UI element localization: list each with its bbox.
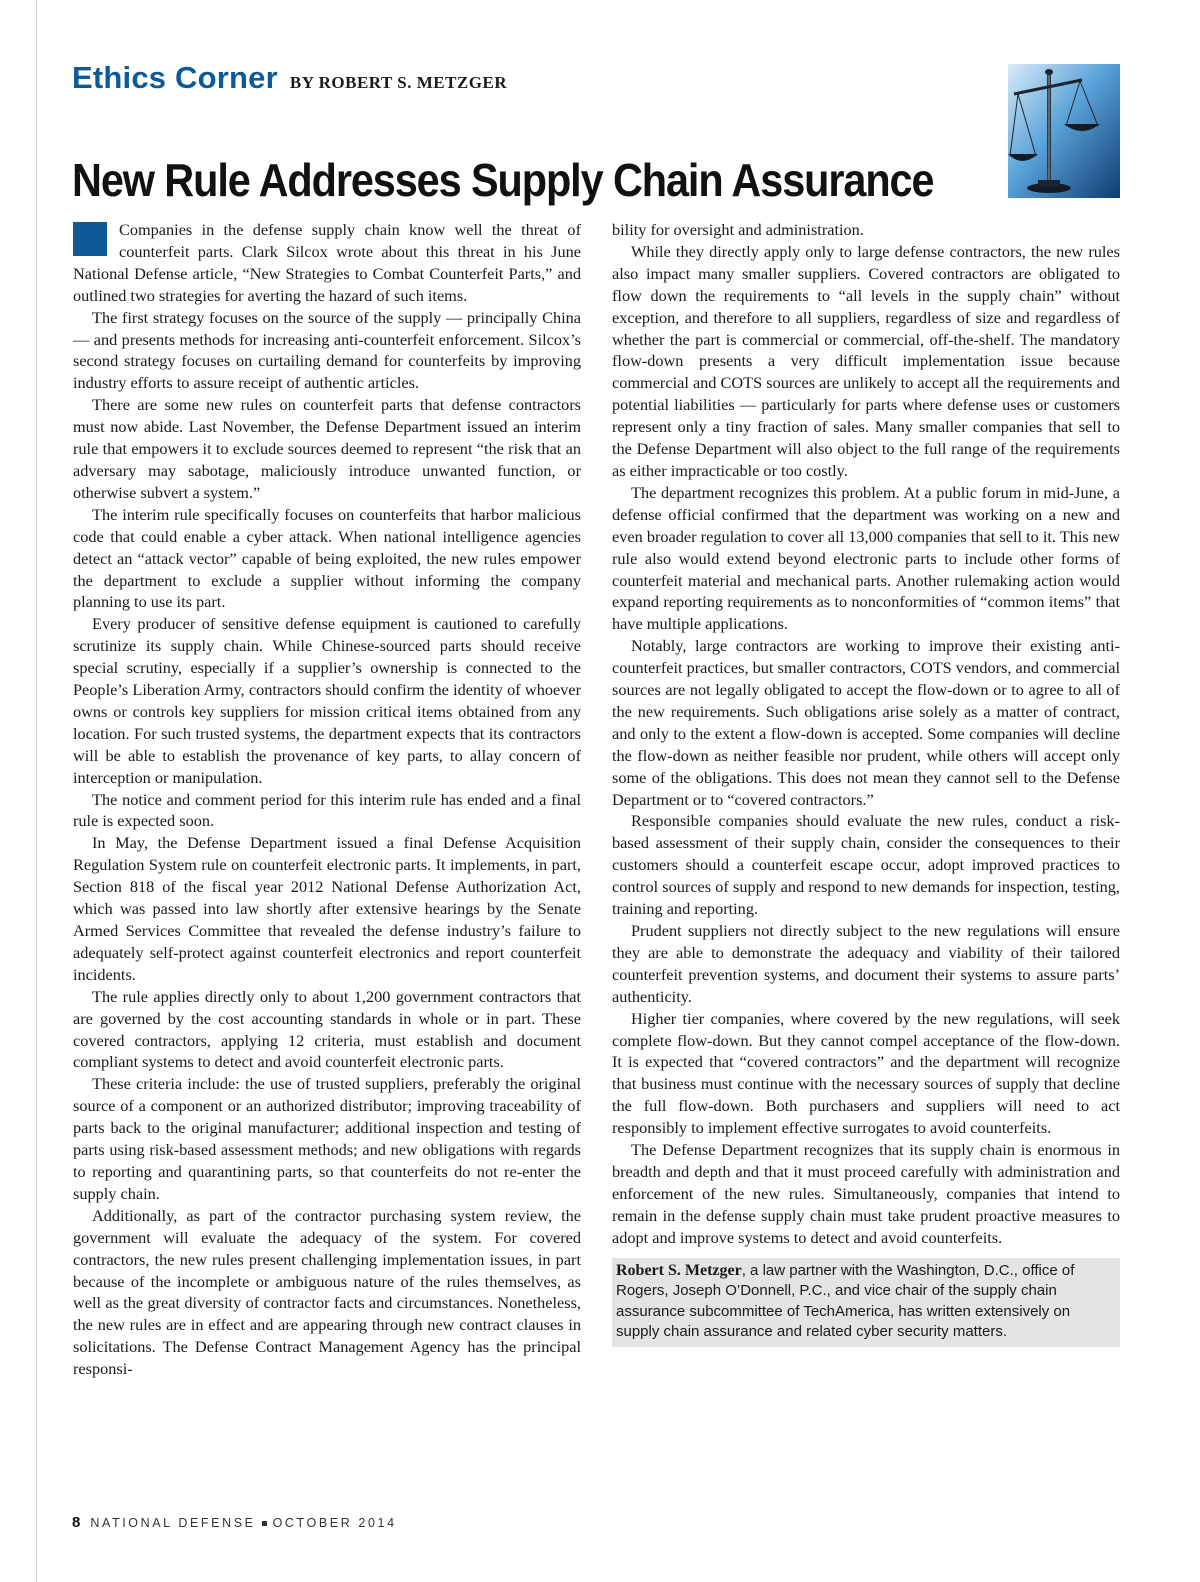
drop-cap-square [73,222,107,256]
page-margin-rule [36,0,37,1582]
body-paragraph: The rule applies directly only to about 1,200 government contractors that are governed by the cost accounting standards in whole or in part. These covered contractors, applying 12 criteria, must establish and document compliant systems to detect and avoid counterfeit electronic parts. [73,986,581,1072]
article-column-right [612,219,1120,1347]
author-bio-text: , a law partner with the Washington, D.C., office of Rogers, Joseph O’Donnell, P.C., and vice chair of the supply chain assurance subcommittee of TechAmerica, has written extensively on supply chain assurance and related cyber security matters. [616,1261,1075,1341]
page-number: 8 [72,1514,81,1531]
body-paragraph [73,219,581,307]
author-bio-box [612,1258,1120,1347]
body-paragraph: There are some new rules on counterfeit parts that defense contractors must now abide. Last November, the Defense Department issued an interim rule that empowers it to exclude sources deemed to represent “the risk that an adversary may sabotage, maliciously introduce unwanted function, or otherwise subvert a system.” [73,395,581,502]
body-paragraph: These criteria include: the use of trusted suppliers, preferably the original source of a component or an authorized distributor; improving traceability of parts back to the original manufacturer; additional inspection and testing of parts using risk-based assessment methods; and new obligations with regards to reporting and quarantining parts, so that counterfeits do not re-enter the supply chain. [73,1074,581,1203]
body-paragraph: Responsible companies should evaluate the new rules, conduct a risk-based assessment of their supply chain, consider the consequences to their customers should a counterfeit escape occur, adopt improved practices to control sources of supply and respond to new demands for inspection, testing, training and reporting. [612,811,1120,919]
body-paragraph: The department recognizes this problem. At a public forum in mid-June, a defense official confirmed that the department was working on a new and even broader regulation to cover all 13,000 companies that sell to it. This new rule also would extend beyond electronic parts to include other forms of counterfeit material and mechanical parts. Another rulemaking action would expand reporting requirements as to nonconformities of “common items” that have multiple applications. [612,482,1120,634]
body-paragraph: The notice and comment period for this interim rule has ended and a final rule is expected soon. [73,789,581,831]
article-headline: New Rule Addresses Supply Chain Assurance [72,154,934,206]
article-column-left [73,219,581,1380]
page-footer [72,1514,397,1531]
body-paragraph: While they directly apply only to large defense contractors, the new rules also impact many smaller suppliers. Covered contractors are obligated to flow down the requirements to “all levels in the supply chain” without exception, and therefore to all suppliers, regardless of size and regardless of whether the part is commercial or commercial, off-the-shelf. The mandatory flow-down presents a very difficult implementation issue because commercial and COTS sources are unlikely to accept all the requirements and potential liabilities — particularly for parts where defense uses or customers represent only a tiny fraction of sales. Many smaller companies that sell to the Defense Department will also object to the full range of the requirements as either impracticable or too costly. [612,241,1120,480]
body-paragraph: Additionally, as part of the contractor purchasing system review, the government will evaluate the adequacy of the system. For covered contractors, the new rules present challenging implementation issues, in part because of the incomplete or ambiguous nature of the rules themselves, as well as the great diversity of contractor facts and circumstances. Nonetheless, the new rules are in effect and are appearing through new contract clauses in solicitations. The Defense Contract Management Agency has the principal responsi- [73,1205,581,1379]
footer-separator [262,1521,267,1526]
body-paragraph: The Defense Department recognizes that its supply chain is enormous in breadth and depth and that it must proceed carefully with administration and enforcement of the new rules. Simultaneously, companies that intend to remain in the defense supply chain must take prudent proactive measures to adopt and improve systems to detect and avoid counterfeits. [612,1140,1120,1247]
section-header [72,60,507,96]
author-bio-name: Robert S. Metzger [616,1261,742,1279]
body-paragraph: The interim rule specifically focuses on counterfeits that harbor malicious code that could enable a cyber attack. When national intelligence agencies detect an “attack vector” capable of being exploited, the new rules empower the department to exclude a supplier without informing the company planning to use its part. [73,504,581,612]
publication-name: NATIONAL DEFENSE [90,1516,256,1530]
body-paragraph: The first strategy focuses on the source of the supply — principally China — and presents methods for increasing anti-counterfeit enforcement. Silcox’s second strategy focuses on curtailing demand for counterfeits by improving industry efforts to assure receipt of authentic articles. [73,307,581,393]
body-paragraph: Every producer of sensitive defense equipment is cautioned to carefully scrutinize its supply chain. While Chinese-sourced parts should receive special scrutiny, especially if a supplier’s ownership is connected to the People’s Liberation Army, contractors should confirm the identity of whoever owns or controls key suppliers for mission critical items obtained from any location. For such trusted systems, the department expects that its contractors will be able to establish the provenance of key parts, to allay concern of interception or manipulation. [73,614,581,787]
body-paragraph: Higher tier companies, where covered by the new regulations, will seek complete flow-down. But they cannot compel acceptance of the flow-down. It is expected that “covered contractors” and the department will recognize that business must continue with the necessary sources of supply that decline the full flow-down. Both purchasers and suppliers will need to act responsibly to implement effective surrogates to avoid counterfeits. [612,1008,1120,1138]
body-paragraph: In May, the Defense Department issued a final Defense Acquisition Regulation System rule on counterfeit electronic parts. It implements, in part, Section 818 of the fiscal year 2012 National Defense Authorization Act, which was passed into law shortly after extensive hearings by the Senate Armed Services Committee that revealed the defense industry’s failure to adequately self-protect against counterfeit electronics and report counterfeit incidents. [73,833,581,984]
author-byline: BY ROBERT S. METZGER [289,73,508,92]
body-paragraph-text: Companies in the defense supply chain know well the threat of counterfeit parts. Clark Silcox wrote about this threat in his June National Defense article, “New Strategies to Combat Counterfeit Parts,” and outlined two strategies for averting the hazard of such items. [73,220,581,305]
scales-of-justice-icon [1008,64,1120,198]
body-paragraph: Notably, large contractors are working to improve their existing anti-counterfeit practices, but smaller contractors, COTS vendors, and commercial sources are not legally obligated to accept the flow-down or to agree to all of the new requirements. Such obligations arise solely as a matter of contract, and only to the extent a flow-down is accepted. Some companies will decline the flow-down as neither feasible nor prudent, while others will accept only some of the obligations. This does not mean they cannot sell to the Defense Department or to “covered contractors.” [612,636,1120,809]
body-paragraph: Prudent suppliers not directly subject to the new regulations will ensure they are able to demonstrate the adequacy and viability of their tailored counterfeit prevention systems, and document their systems to assure parts’ authenticity. [612,921,1120,1006]
issue-date: OCTOBER 2014 [272,1516,397,1530]
section-name: Ethics Corner [72,60,278,95]
body-paragraph: bility for oversight and administration. [612,220,864,239]
